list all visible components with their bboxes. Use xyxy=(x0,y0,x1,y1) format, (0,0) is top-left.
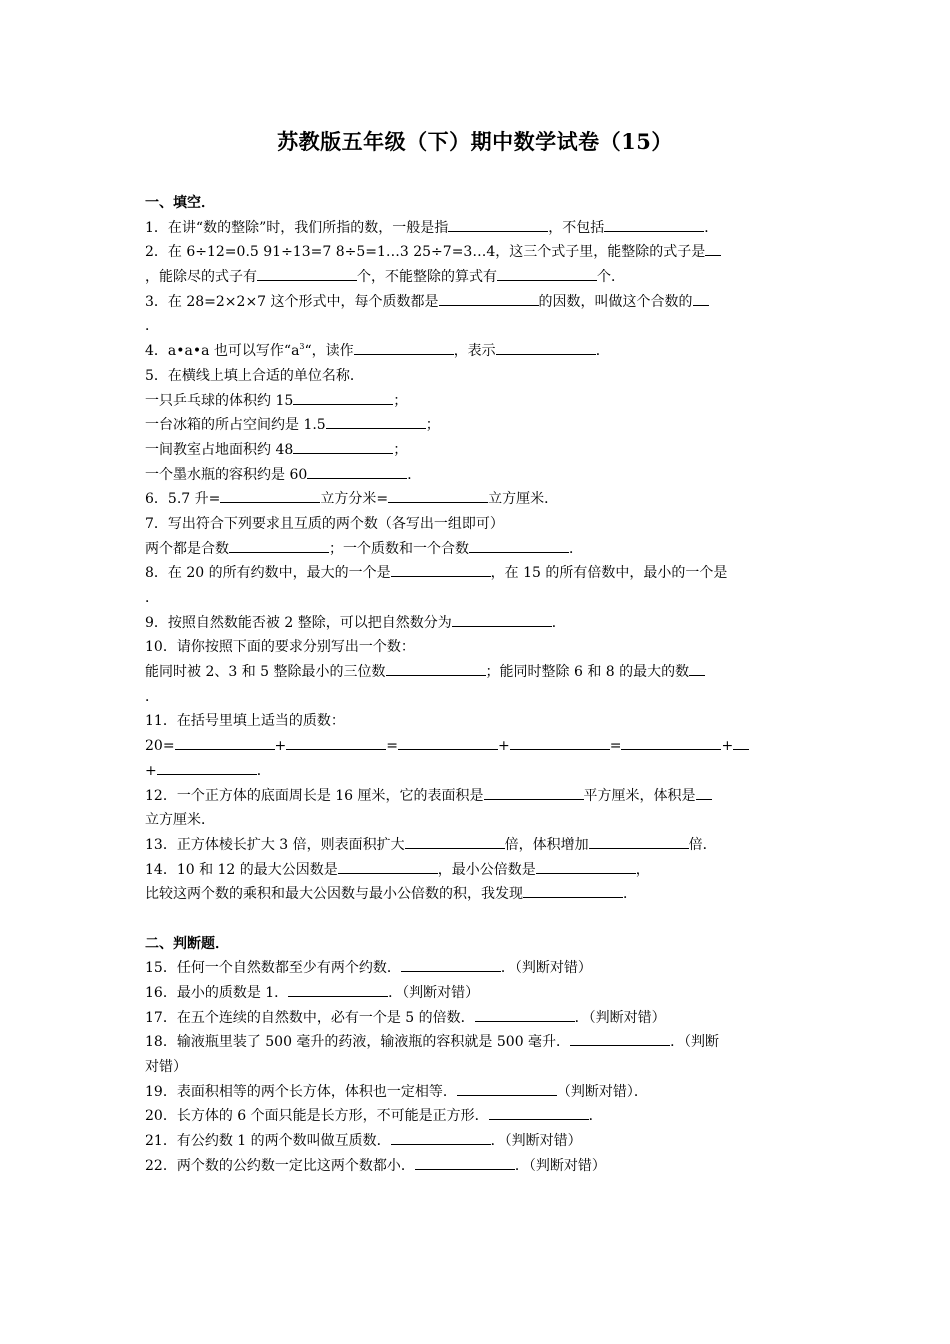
exam-content xyxy=(145,191,810,1179)
question-5-item: 一台冰箱的所占空间约是 1.5 ； xyxy=(145,413,810,438)
answer-blank[interactable] xyxy=(693,290,709,306)
answer-blank[interactable] xyxy=(604,216,704,232)
answer-blank[interactable] xyxy=(286,734,386,750)
question-22: 22．两个数的公约数一定比这两个数都小． ．（判断对错） xyxy=(145,1154,810,1179)
question-5: 5．在横线上填上合适的单位名称． xyxy=(145,367,364,384)
section-true-false: 二、判断题． xyxy=(145,935,229,952)
question-4: 4．a•a•a 也可以写作“$a^3“$，读作 ，表示 ． xyxy=(145,339,810,364)
question-15: 15．任何一个自然数都至少有两个约数． ．（判断对错） xyxy=(145,956,810,981)
answer-blank[interactable] xyxy=(589,833,689,849)
page-title: 苏教版五年级（下）期中数学试卷（15） xyxy=(277,129,673,154)
question-2: 2．在 6÷12=0.5 91÷13=7 8÷5=1…3 25÷7=3…4，这三个式子里，能整除的式子是 xyxy=(145,240,810,265)
answer-blank[interactable] xyxy=(475,1006,575,1022)
answer-blank[interactable] xyxy=(510,734,610,750)
question-18-cont: 对错） xyxy=(145,1059,187,1076)
answer-blank[interactable] xyxy=(405,833,505,849)
answer-blank[interactable] xyxy=(293,438,393,454)
answer-blank[interactable] xyxy=(696,784,712,800)
question-10-item: 能同时被 2、3 和 5 整除最小的三位数 ；能同时整除 6 和 8 的最大的数 xyxy=(145,660,810,685)
question-5-item: 一个墨水瓶的容积约是 60 ． xyxy=(145,463,810,488)
question-19: 19．表面积相等的两个长方体，体积也一定相等． （判断对错）． xyxy=(145,1080,810,1105)
answer-blank[interactable] xyxy=(293,389,393,405)
question-14-cont: 比较这两个数的乘积和最大公因数与最小公倍数的积，我发现 ． xyxy=(145,882,810,907)
answer-blank[interactable] xyxy=(469,537,569,553)
answer-blank[interactable] xyxy=(484,784,584,800)
answer-blank[interactable] xyxy=(415,1154,515,1170)
question-18: 18．输液瓶里装了 500 毫升的药液，输液瓶的容积就是 500 毫升． ．（判断 xyxy=(145,1030,810,1055)
answer-blank[interactable] xyxy=(439,290,539,306)
answer-blank[interactable] xyxy=(452,611,552,627)
question-12: 12．一个正方体的底面周长是 16 厘米，它的表面积是 平方厘米，体积是 xyxy=(145,784,810,809)
section-fill-in: 一、填空． xyxy=(145,195,215,211)
question-11: 11．在括号里填上适当的质数： xyxy=(145,713,345,730)
question-11-equation: 20= + = + = + xyxy=(145,734,810,759)
answer-blank[interactable] xyxy=(391,1129,491,1145)
question-13: 13．正方体棱长扩大 3 倍，则表面积扩大 倍，体积增加 倍． xyxy=(145,833,810,858)
question-3-cont: ． xyxy=(145,318,159,335)
answer-blank[interactable] xyxy=(733,734,749,750)
answer-blank[interactable] xyxy=(157,759,257,775)
question-5-item: 一间教室占地面积约 48 ； xyxy=(145,438,810,463)
question-21: 21．有公约数 1 的两个数叫做互质数． ．（判断对错） xyxy=(145,1129,810,1154)
question-9: 9．按照自然数能否被 2 整除，可以把自然数分为 ． xyxy=(145,611,810,636)
question-8: 8．在 20 的所有约数中，最大的一个是 ，在 15 的所有倍数中，最小的一个是 xyxy=(145,561,810,586)
answer-blank[interactable] xyxy=(523,882,623,898)
question-5-item: 一只乒乓球的体积约 15 ； xyxy=(145,389,810,414)
answer-blank[interactable] xyxy=(401,956,501,972)
answer-blank[interactable] xyxy=(386,660,486,676)
answer-blank[interactable] xyxy=(489,1104,589,1120)
answer-blank[interactable] xyxy=(448,216,548,232)
question-14: 14．10 和 12 的最大公因数是 ，最小公倍数是 ， xyxy=(145,858,810,883)
question-12-cont: 立方厘米． xyxy=(145,812,215,829)
question-6: 6．5.7 升= 立方分米= 立方厘米． xyxy=(145,487,810,512)
answer-blank[interactable] xyxy=(220,487,320,503)
question-1: 1．在讲“数的整除”时，我们所指的数，一般是指 ，不包括 ． xyxy=(145,216,810,241)
answer-blank[interactable] xyxy=(307,463,407,479)
answer-blank[interactable] xyxy=(398,734,498,750)
question-7-item: 两个都是合数 ；一个质数和一个合数 ． xyxy=(145,537,810,562)
answer-blank[interactable] xyxy=(705,240,721,256)
answer-blank[interactable] xyxy=(689,660,705,676)
answer-blank[interactable] xyxy=(326,413,426,429)
answer-blank[interactable] xyxy=(354,339,454,355)
question-8-cont: ． xyxy=(145,590,159,606)
question-10-cont: ． xyxy=(145,688,159,705)
question-3: 3．在 28=2×2×7 这个形式中，每个质数都是 的因数，叫做这个合数的 xyxy=(145,290,810,315)
answer-blank[interactable] xyxy=(391,561,491,577)
answer-blank[interactable] xyxy=(257,265,357,281)
answer-blank[interactable] xyxy=(621,734,721,750)
answer-blank[interactable] xyxy=(536,858,636,874)
question-16: 16．最小的质数是 1． ．（判断对错） xyxy=(145,981,810,1006)
answer-blank[interactable] xyxy=(229,537,329,553)
question-7: 7．写出符合下列要求且互质的两个数（各写出一组即可） xyxy=(145,515,504,532)
question-10: 10．请你按照下面的要求分别写出一个数： xyxy=(145,639,415,656)
answer-blank[interactable] xyxy=(288,981,388,997)
answer-blank[interactable] xyxy=(338,858,438,874)
answer-blank[interactable] xyxy=(570,1030,670,1046)
answer-blank[interactable] xyxy=(457,1080,557,1096)
answer-blank[interactable] xyxy=(497,265,597,281)
question-2-cont: ，能除尽的式子有 个，不能整除的算式有 个． xyxy=(145,265,810,290)
question-17: 17．在五个连续的自然数中，必有一个是 5 的倍数． ．（判断对错） xyxy=(145,1006,810,1031)
answer-blank[interactable] xyxy=(388,487,488,503)
question-11-cont: + ． xyxy=(145,759,810,784)
answer-blank[interactable] xyxy=(496,339,596,355)
question-20: 20．长方体的 6 个面只能是长方形，不可能是正方形． ． xyxy=(145,1104,810,1129)
answer-blank[interactable] xyxy=(175,734,275,750)
